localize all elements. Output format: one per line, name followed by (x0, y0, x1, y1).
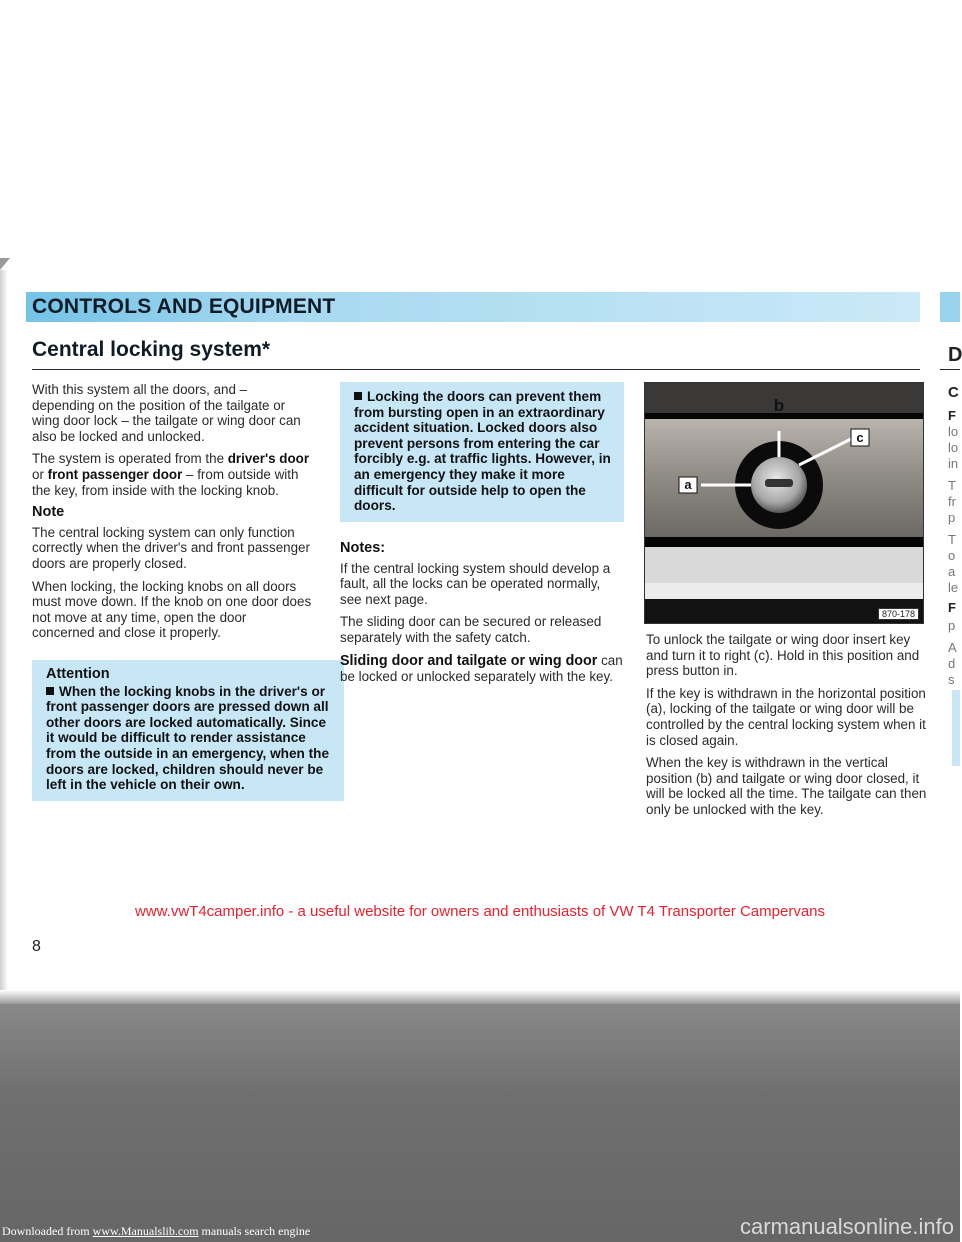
figure-label-c: c (856, 430, 864, 445)
note-heading: Note (32, 504, 65, 521)
lock-illustration (645, 383, 923, 623)
next-page-fragment: A (948, 640, 957, 655)
attention-box (32, 660, 344, 801)
operation-text-3: – from outside with the key, from inside with the locking knob. (32, 466, 299, 498)
download-watermark (2, 1224, 310, 1239)
vertical-position-paragraph: When the key is withdrawn in the vertical position (b) and tailgate or wing door closed, it will be locked all the time. The tailgate can then only be unlocked with the key. (646, 755, 927, 817)
next-page-rule (940, 369, 960, 370)
notes-heading: Notes: (340, 540, 386, 556)
column-left (32, 382, 312, 648)
page-corner (0, 258, 10, 270)
next-page-fragment: T (948, 478, 956, 493)
next-page-fragment: fr (948, 494, 956, 509)
next-page-fragment: C (948, 384, 959, 401)
attention-text: When the locking knobs in the driver's or front passenger doors are pressed down all other doors are locked automatically. Since it would be difficult to render assistance from the outside in an emergency, when the doors are locked, children should never be left in the vehicle on their own. (46, 683, 329, 793)
next-page-fragment: p (948, 618, 956, 633)
next-page-fragment: in (948, 456, 959, 471)
note-paragraph-1: The central locking system can only function correctly when the driver's and front passenger doors are properly closed. (32, 524, 310, 571)
section-rule (32, 369, 920, 370)
next-page-fragment: s (948, 672, 955, 687)
column-middle (340, 536, 624, 692)
operation-text-1: The system is operated from the (32, 451, 228, 467)
operation-bold-1: driver's door (227, 451, 310, 467)
operation-text-2: or (32, 466, 48, 482)
figure-label-a: a (684, 477, 692, 492)
watermark-text-1: Downloaded from (2, 1224, 93, 1238)
operation-paragraph (32, 451, 312, 498)
notes-paragraph-1: If the central locking system should develop a fault, all the locks can be operated normally, see next page. (340, 560, 611, 607)
note-paragraph-2: When locking, the locking knobs on all doors must move down. If the knob on one door does not move at any time, open the door concerned and close it properly. (32, 578, 312, 641)
locking-warning-box (340, 382, 624, 522)
next-page-fragment: F (948, 408, 956, 423)
horizontal-position-paragraph: If the key is withdrawn in the horizontal position (a), locking of the tailgate or wing door will be controlled by the central locking system when it is closed again. (646, 685, 926, 748)
notes-paragraph-3 (340, 653, 624, 685)
intro-paragraph: With this system all the doors, and – depending on the position of the tailgate or wing door lock – the tailgate or wing door can also be locked and unlocked. (32, 382, 301, 444)
notes-bold: Sliding door and tailgate or wing door (340, 652, 598, 669)
site-watermark: carmanualsonline.info (739, 1214, 954, 1239)
next-page-fragment: o (948, 548, 956, 563)
bullet-icon (46, 687, 54, 695)
page-edge-shadow (0, 270, 8, 1040)
next-page-fragment: a (948, 564, 956, 579)
chapter-header-band (26, 292, 920, 322)
chapter-title: CONTROLS AND EQUIPMENT (32, 295, 336, 318)
next-page-fragment: lo (948, 440, 959, 455)
watermark-text-2: manuals search engine (198, 1224, 311, 1238)
figure-id: 870-178 (878, 608, 919, 620)
section-title: Central locking system* (32, 338, 271, 361)
website-link[interactable]: www.vwT4camper.info - a useful website for owners and enthusiasts of VW T4 Transporter Campervans (134, 903, 826, 920)
next-page-fragment: T (948, 532, 956, 547)
next-page-blue-box (952, 690, 960, 766)
next-page-fragment: lo (948, 424, 959, 439)
tailgate-lock-figure (644, 382, 924, 624)
next-page-fragment: p (948, 510, 956, 525)
page-number: 8 (32, 938, 41, 955)
attention-title: Attention (46, 666, 110, 682)
figure-label-b: b (773, 396, 785, 415)
next-page-fragment: d (948, 656, 956, 671)
manualslib-link[interactable]: www.Manualslib.com (92, 1224, 199, 1238)
notes-text: can be locked or unlocked separately with the key. (340, 652, 623, 685)
notes-paragraph-2: The sliding door can be secured or released separately with the safety catch. (340, 614, 602, 645)
bullet-icon (354, 392, 362, 400)
unlock-paragraph: To unlock the tailgate or wing door insert key and turn it to right (c). Hold in this position and press button in. (646, 632, 920, 679)
column-right (646, 632, 928, 825)
next-page-fragment: D (948, 344, 962, 366)
next-page-header-band (940, 292, 960, 322)
scan-background (0, 1000, 960, 1242)
locking-warning-text: Locking the doors can prevent them from bursting open in an extraordinary accident situation. Locked doors also prevent persons from entering the car forcibly e.g. at traffic lights. However, in an emergency they make it more difficult for outside help to open the doors. (354, 389, 611, 514)
operation-bold-2: front passenger door (47, 466, 183, 482)
next-page-fragment: le (948, 580, 959, 595)
next-page-fragment: F (948, 600, 956, 615)
